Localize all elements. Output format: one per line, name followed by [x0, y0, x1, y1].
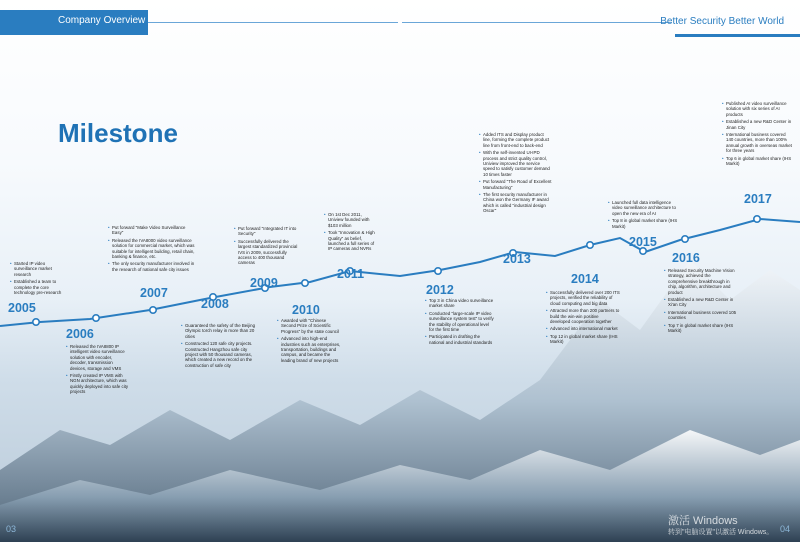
- milestone-item: • Advanced into high-end industries such as enterprises, transportation, buildings and campus, and became the leading brand of new projects: [277, 336, 341, 363]
- node-2012: [435, 268, 441, 274]
- milestone-item: • Top 6 in global market share (IHS Markit): [722, 156, 794, 167]
- milestone-item: • Established a new R&D Center in Xi'an City: [664, 297, 738, 308]
- milestone-item: • Successfully delivered the largest standardized provincial IVS in 2009, successfully access to 400 thousand cameras: [234, 239, 298, 266]
- milestone-item: • The first security manufacturer in China won the Germany IF award which is called "industrial design Oscar": [479, 192, 553, 214]
- year-label: 2014: [571, 272, 599, 286]
- milestone-item: • Top 3 in China video surveillance market share: [425, 298, 495, 309]
- milestone-notes: [324, 212, 376, 254]
- year-label: 2005: [8, 301, 36, 315]
- year-label: 2010: [292, 303, 320, 317]
- milestone-notes: [722, 101, 794, 168]
- activation-watermark-text: 转到"电脑设置"以激活 Windows。: [668, 529, 774, 536]
- milestone-item: • Launched full data intelligence video surveillance architecture to open the new era of AI: [608, 200, 682, 216]
- year-label: 2008: [201, 297, 229, 311]
- milestone-item: • Participated in drafting the national and industrial standards: [425, 334, 495, 345]
- node-2005: [33, 319, 39, 325]
- header-rule: [148, 22, 398, 23]
- milestone-item: • Top 12 in global market share (IHS Markit): [546, 334, 620, 345]
- milestone-item: • Released Security Machine Vision strategy, achieved the comprehensive breakthrough in chip, algorithm, architecture and product: [664, 268, 738, 295]
- milestone-item: • Took "Innovation & High Quality" as belief, launched a full series of IP cameras and NVRs: [324, 230, 376, 252]
- milestone-item: • Constructed 120 safe city projects. Constructed Hangzhou safe city project with 50 thousand cameras, which created a new record on the construction of safe city: [181, 341, 259, 368]
- milestone-item: • Put forward "Make Video Surveillance Easy": [108, 225, 196, 236]
- node-2016: [682, 236, 688, 242]
- milestone-item: • Top 7 in global market share (IHS Markit): [664, 323, 738, 334]
- milestone-notes: [277, 318, 341, 365]
- milestone-item: • Added ITS and Display product line, forming the complete product line from front-end to back-end: [479, 132, 553, 148]
- milestone-item: • Advanced into international market: [546, 326, 620, 331]
- activation-watermark-title: 激活 Windows: [668, 515, 738, 527]
- milestone-notes: [608, 200, 682, 231]
- milestone-item: • Published AI video surveillance solution with six series of AI products: [722, 101, 794, 117]
- section-title: Company Overview: [58, 15, 146, 26]
- node-2017: [754, 216, 760, 222]
- year-label: 2017: [744, 192, 772, 206]
- milestone-notes: [66, 344, 130, 397]
- page-number-left: 03: [6, 524, 17, 534]
- milestone-item: • Top 8 in global market share (IHS Markit): [608, 218, 682, 229]
- year-label: 2015: [629, 235, 657, 249]
- milestone-item: • Successfully delivered over 200 ITS projects, verified the reliability of cloud computing and big data: [546, 290, 620, 306]
- tagline-underline: [675, 34, 800, 37]
- milestone-item: • Firstly created IP VMS with NGN architecture, which was quickly deployed into safe city projects: [66, 373, 130, 395]
- node-2007: [150, 307, 156, 313]
- tagline: Better Security Better World: [660, 16, 784, 27]
- milestone-item: • On 1st Dec 2011, Uniview founded with $103 million: [324, 212, 376, 228]
- milestone-notes: [479, 132, 553, 216]
- year-label: 2006: [66, 327, 94, 341]
- year-label: 2013: [503, 252, 531, 266]
- year-label: 2012: [426, 283, 454, 297]
- milestone-notes: [108, 225, 196, 274]
- year-label: 2016: [672, 251, 700, 265]
- year-label: 2009: [250, 276, 278, 290]
- milestone-item: • International business covered 140 countries, more than 100% annual growth in overseas market for three years: [722, 132, 794, 154]
- milestone-notes: [546, 290, 620, 347]
- header-rule: [402, 22, 672, 23]
- milestone-item: • International business covered 105 countries: [664, 310, 738, 321]
- milestone-item: • The only security manufacturer involved in the research of national safe city issues: [108, 261, 196, 272]
- milestone-notes: [425, 298, 495, 347]
- milestone-item: • Started IP video surveillance market research: [10, 261, 68, 277]
- milestone-item: • Established a new R&D Center in Jinan City: [722, 119, 794, 130]
- node-2010: [302, 280, 308, 286]
- milestone-item: • Released the IVA8000 video surveillance solution for commercial market, which was suitable for intelligent building, retail chain, banking & finance, etc.: [108, 238, 196, 260]
- milestone-notes: [181, 323, 259, 370]
- milestone-item: • Awarded with "Chinese Second Prize of Scientific Progress" by the state council: [277, 318, 341, 334]
- page-number-right: 04: [780, 524, 791, 534]
- milestone-item: • With the self-invented UI-IPD process and strict quality control, Uniview improved the service speed to satisfy customer demand 10 times faster: [479, 150, 553, 177]
- milestone-notes: [664, 268, 738, 335]
- milestone-item: • Released the IVA8800 IP intelligent video surveillance solution with encoder, decoder, transmission devices, storage and VMS: [66, 344, 130, 371]
- page-heading: Milestone: [58, 118, 178, 148]
- year-label: 2011: [337, 267, 365, 281]
- milestone-item: • Conducted "large-scale IP video surveillance system test" to verify the stability of operational level for the first time: [425, 311, 495, 333]
- milestone-item: • Put forward "The Road of Excellent Manufacturing": [479, 179, 553, 190]
- milestone-notes: [10, 261, 68, 297]
- node-2006: [93, 315, 99, 321]
- milestone-item: • Established a team to complete the core technology pre-research: [10, 279, 68, 295]
- node-2014: [587, 242, 593, 248]
- milestone-notes: [234, 226, 298, 268]
- milestone-item: • Guaranteed the safety of the Beijing Olympic torch relay in more than 20 cities: [181, 323, 259, 339]
- milestone-item: • Put forward "Integrated IT into Security": [234, 226, 298, 237]
- milestone-item: • Attracted more than 200 partners to build the win-win positive developed cooperation together: [546, 308, 620, 324]
- year-label: 2007: [140, 286, 168, 300]
